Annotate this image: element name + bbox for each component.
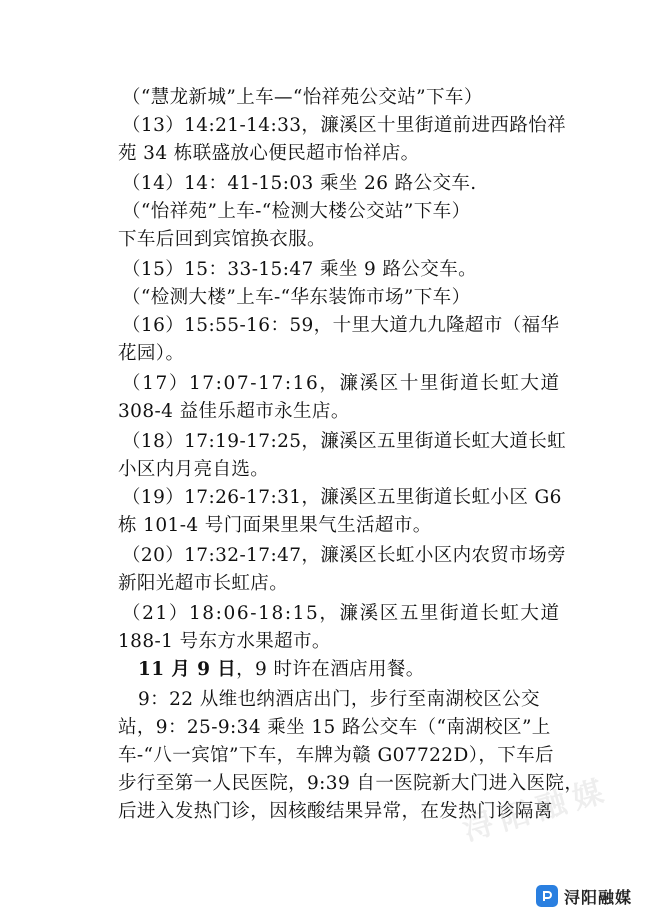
- watermark: 浔阳融媒: [459, 772, 615, 849]
- itinerary-line: （15）15：33-15:47 乘坐 9 路公交车。: [122, 259, 477, 280]
- itinerary-line: 栋 101-4 号门面果里果气生活超市。: [118, 515, 432, 536]
- itinerary-line: （“慧龙新城”上车—“怡祥苑公交站”下车）: [122, 87, 483, 108]
- itinerary-line: （21）18:06-18:15，濂溪区五里街道长虹大道: [122, 603, 561, 624]
- itinerary-line: （13）14:21-14:33，濂溪区十里街道前进西路怡祥: [122, 115, 567, 136]
- logo-text: 浔阳融媒: [563, 887, 632, 907]
- itinerary-line: （14）14：41-15:03 乘坐 26 路公交车.: [122, 173, 477, 194]
- paragraph-line: 车-“八一宾馆”下车，车牌为赣 G07722D），下车后: [118, 745, 554, 766]
- itinerary-line: 下车后回到宾馆换衣服。: [118, 229, 326, 250]
- itinerary-line: （20）17:32-17:47，濂溪区长虹小区内农贸市场旁: [122, 545, 567, 566]
- itinerary-line: （16）15:55-16：59，十里大道九九隆超市（福华: [122, 315, 560, 336]
- paragraph-line: 9：22 从维也纳酒店出门，步行至南湖校区公交: [138, 689, 540, 710]
- date-label: 11 月 9 日: [138, 659, 237, 680]
- itinerary-line: 188-1 号东方水果超市。: [118, 631, 331, 652]
- itinerary-line: 小区内月亮自选。: [118, 459, 270, 480]
- date-text: ，9 时许在酒店用餐。: [236, 659, 425, 680]
- date-heading: [138, 658, 425, 682]
- brand-logo: [536, 884, 632, 908]
- itinerary-line: （“怡祥苑”上车-“检测大楼公交站”下车）: [122, 201, 471, 222]
- itinerary-line: （18）17:19-17:25，濂溪区五里街道长虹大道长虹: [122, 431, 567, 452]
- itinerary-line: 苑 34 栋联盛放心便民超市怡祥店。: [118, 143, 420, 164]
- app-logo-icon: [536, 885, 558, 907]
- paragraph-line: 步行至第一人民医院，9:39 自一医院新大门进入医院，: [118, 773, 584, 794]
- paragraph-line: 后进入发热门诊，因核酸结果异常，在发热门诊隔离: [118, 801, 553, 822]
- itinerary-line: （17）17:07-17:16，濂溪区十里街道长虹大道: [122, 373, 561, 394]
- itinerary-line: （19）17:26-17:31，濂溪区五里街道长虹小区 G6: [122, 487, 562, 508]
- itinerary-line: 花园）。: [118, 343, 185, 364]
- itinerary-line: 308-4 益佳乐超市永生店。: [118, 401, 350, 422]
- itinerary-line: 新阳光超市长虹店。: [118, 573, 289, 594]
- itinerary-line: （“检测大楼”上车-“华东装饰市场”下车）: [122, 287, 471, 308]
- paragraph-line: 站，9：25-9:34 乘坐 15 路公交车（“南湖校区”上: [118, 717, 551, 738]
